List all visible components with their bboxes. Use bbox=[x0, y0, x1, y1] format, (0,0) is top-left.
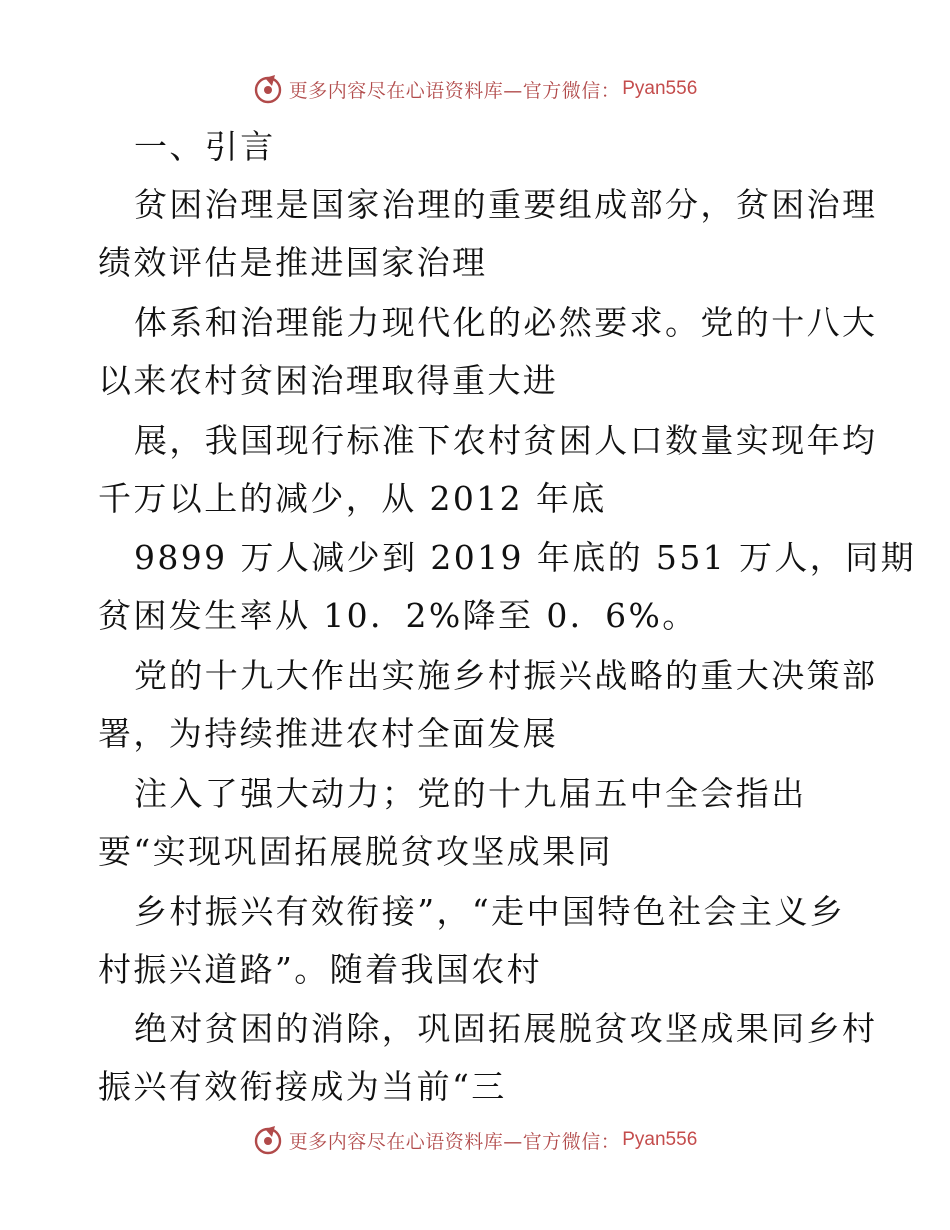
section-heading: 一、引言 bbox=[134, 127, 276, 166]
text-line: 绝对贫困的消除，巩固拓展脱贫攻坚成果同乡村 bbox=[134, 1009, 878, 1048]
watermark-text: 更多内容尽在心语资料库—官方微信： bbox=[288, 1130, 621, 1153]
text-line: 贫困发生率从 10．2%降至 0．6%。 bbox=[98, 596, 698, 635]
text-line: 注入了强大动力；党的十九届五中全会指出 bbox=[134, 774, 807, 813]
header-watermark bbox=[0, 72, 950, 106]
pen-logo-icon bbox=[253, 1125, 283, 1155]
text-line: 以来农村贫困治理取得重大进 bbox=[98, 361, 559, 400]
watermark-wechat-id: Pyan556 bbox=[622, 1129, 698, 1150]
text-line: 乡村振兴有效衔接”，“走中国特色社会主义乡 bbox=[134, 892, 846, 931]
pen-logo-icon bbox=[253, 74, 283, 104]
text-line: 9899 万人减少到 2019 年底的 551 万人，同期 bbox=[134, 538, 917, 577]
text-line: 村振兴道路”。随着我国农村 bbox=[98, 950, 543, 989]
watermark-text: 更多内容尽在心语资料库—官方微信： bbox=[288, 79, 621, 102]
text-line: 千万以上的减少，从 2012 年底 bbox=[98, 479, 607, 518]
text-line: 绩效评估是推进国家治理 bbox=[98, 243, 488, 282]
text-line: 展，我国现行标准下农村贫困人口数量实现年均 bbox=[134, 421, 878, 460]
text-line: 贫困治理是国家治理的重要组成部分，贫困治理 bbox=[134, 185, 878, 224]
text-line: 体系和治理能力现代化的必然要求。党的十八大 bbox=[134, 303, 878, 342]
text-line: 振兴有效衔接成为当前“三 bbox=[98, 1067, 507, 1106]
footer-watermark bbox=[0, 1123, 950, 1157]
text-line: 署，为持续推进农村全面发展 bbox=[98, 714, 559, 753]
text-line: 要“实现巩固拓展脱贫攻坚成果同 bbox=[98, 832, 613, 871]
text-line: 党的十九大作出实施乡村振兴战略的重大决策部 bbox=[134, 656, 878, 695]
watermark-wechat-id: Pyan556 bbox=[622, 78, 698, 99]
